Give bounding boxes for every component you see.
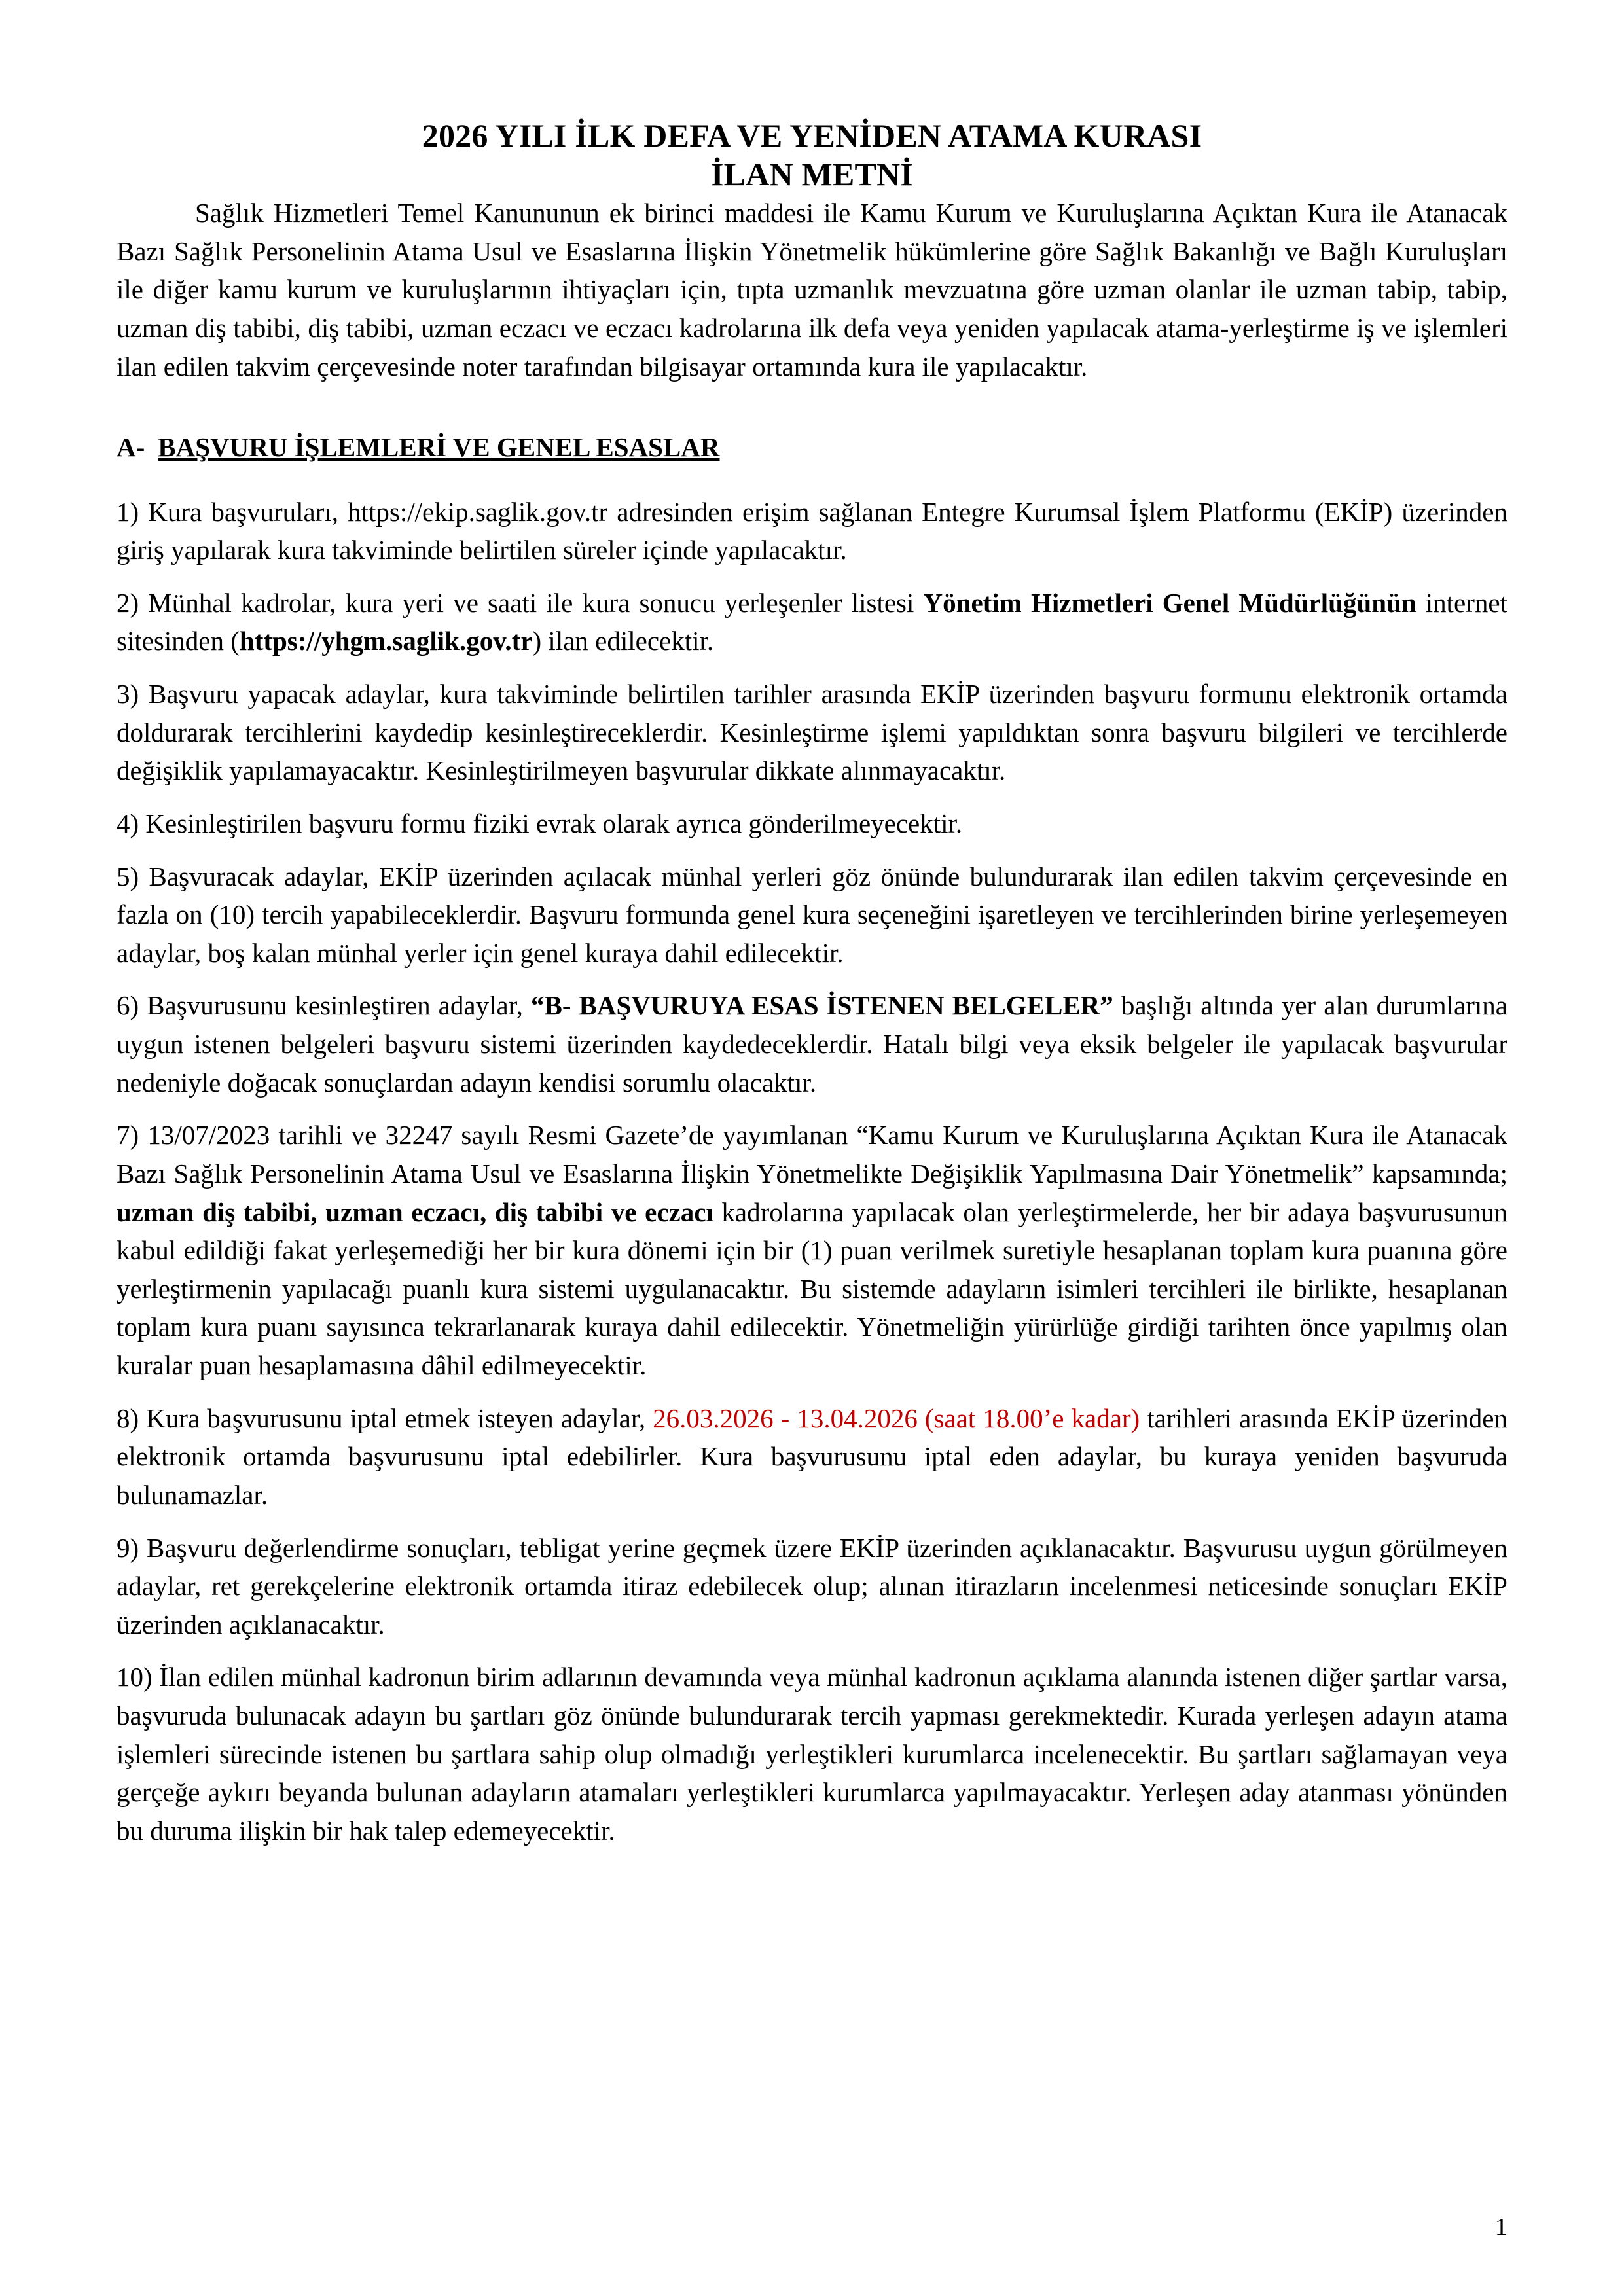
item-10: 10) İlan edilen münhal kadronun birim adlarının devamında veya münhal kadronun açıklama alanında istenen diğer şartlar varsa, başvuruda bulunacak adayın bu şartları göz önünde bulundurarak tercih yapması gerekmektedir. Kurada yerleşen adayın atama işlemleri sürecinde istenen bu şartlara sahip olup olmadığı yerleştikleri kurumlarca incelenecektir. Bu şartları sağlamayan veya gerçeğe aykırı beyanda bulunan adayların atamaları yerleştikleri kurumlarca yapılmayacaktır. Yerleşen aday atanması yönünden bu duruma ilişkin bir hak talep edemeyecektir. bbox=[117, 1662, 1507, 1846]
page-number: 1 bbox=[1495, 2214, 1507, 2241]
item-6-part-c: başlığı altında yer alan durumlarına uygun istenen belgeleri başvuru sistemi üzerinden kaydedeceklerdir. Hatalı bilgi veya eksik belgeler ile yapılacak başvurular nedeniyle doğacak sonuçlardan adayın kendisi sorumlu olacaktır. bbox=[117, 990, 1507, 1098]
item-2-bold-url: https://yhgm.saglik.gov.tr bbox=[239, 626, 533, 656]
item-6 bbox=[117, 986, 1507, 1102]
item-2 bbox=[117, 584, 1507, 660]
item-6-bold-heading-ref: “B- BAŞVURUYA ESAS İSTENEN BELGELER” bbox=[530, 990, 1113, 1021]
item-3: 3) Başvuru yapacak adaylar, kura takviminde belirtilen tarihler arasında EKİP üzerinden başvuru formunu elektronik ortamda doldurarak tercihlerini kaydedip kesinleştireceklerdir. Kesinleştirme işlemi yapıldıktan sonra başvuru bilgileri ve tercihlerde değişiklik yapılamayacaktır. Kesinleştirilmeyen başvurular dikkate alınmayacaktır. bbox=[117, 679, 1507, 786]
item-8-part-a: 8) Kura başvurusunu iptal etmek isteyen adaylar, bbox=[117, 1403, 653, 1433]
item-2-part-a: 2) Münhal kadrolar, kura yeri ve saati ile kura sonucu yerleşenler listesi bbox=[117, 587, 924, 618]
section-heading-a bbox=[117, 429, 1507, 466]
item-2-part-c: internet sitesinden ( bbox=[117, 587, 1507, 656]
item-4: 4) Kesinleştirilen başvuru formu fiziki evrak olarak ayrıca gönderilmeyecektir. bbox=[117, 808, 963, 838]
item-8 bbox=[117, 1399, 1507, 1515]
page-title bbox=[117, 117, 1507, 194]
section-heading-text: BAŞVURU İŞLEMLERİ VE GENEL ESASLAR bbox=[158, 432, 720, 463]
item-2-part-e: ) ilan edilecektir. bbox=[532, 626, 714, 656]
item-5: 5) Başvuracak adaylar, EKİP üzerinden açılacak münhal yerleri göz önünde bulundurarak ilan edilen takvim çerçevesinde en fazla on (10) tercih yapabileceklerdir. Başvuru formunda genel kura seçeneğini işaretleyen ve tercihlerinden birine yerleşemeyen adaylar, boş kalan münhal yerler için genel kuraya dahil edilecektir. bbox=[117, 861, 1507, 968]
item-7 bbox=[117, 1116, 1507, 1384]
section-letter: A- bbox=[117, 432, 145, 463]
title-line-1: 2026 YILI İLK DEFA VE YENİDEN ATAMA KURASI bbox=[422, 117, 1202, 154]
item-8-part-c: tarihleri arasında EKİP üzerinden elektronik ortamda başvurusunu iptal edebilirler. Kura başvurusunu iptal eden adaylar, bu kuraya yeniden başvuruda bulunamazlar. bbox=[117, 1403, 1507, 1510]
title-line-2: İLAN METNİ bbox=[711, 156, 913, 192]
item-6-part-a: 6) Başvurusunu kesinleştiren adaylar, bbox=[117, 990, 531, 1021]
item-8-date-range: 26.03.2026 - 13.04.2026 (saat 18.00’e kadar) bbox=[653, 1403, 1140, 1433]
item-1: 1) Kura başvuruları, https://ekip.saglik.gov.tr adresinden erişim sağlanan Entegre Kurumsal İşlem Platformu (EKİP) üzerinden giriş yapılarak kura takviminde belirtilen süreler içinde yapılacaktır. bbox=[117, 496, 1507, 565]
item-7-bold-titles: uzman diş tabibi, uzman eczacı, diş tabibi ve eczacı bbox=[117, 1196, 713, 1227]
item-9: 9) Başvuru değerlendirme sonuçları, tebligat yerine geçmek üzere EKİP üzerinden açıklanacaktır. Başvurusu uygun görülmeyen adaylar, ret gerekçelerine elektronik ortamda itiraz edebilecek olup; alınan itirazların incelenmesi neticesinde sonuçları EKİP üzerinden açıklanacaktır. bbox=[117, 1532, 1507, 1640]
item-2-bold-office: Yönetim Hizmetleri Genel Müdürlüğünün bbox=[923, 587, 1416, 618]
item-7-part-c: kadrolarına yapılacak olan yerleştirmelerde, her bir adaya başvurusunun kabul edildiği fakat yerleşemediği her bir kura dönemi için bir (1) puan verilmek suretiyle hesaplanan toplam kura puanına göre yerleştirmenin yapılacağı puanlı kura sistemi uygulanacaktır. Bu sistemde adayların isimleri tercihleri ile birlikte, hesaplanan toplam kura puanı sayısınca tekrarlanarak kuraya dahil edilecektir. Yönetmeliğin yürürlüğe girdiği tarihten önce yapılmış olan kuralar puan hesaplamasına dâhil edilmeyecektir. bbox=[117, 1196, 1507, 1381]
item-7-part-a: 7) 13/07/2023 tarihli ve 32247 sayılı Resmi Gazete’de yayımlanan “Kamu Kurum ve Kuruluşlarına Açıktan Kura ile Atanacak Bazı Sağlık Personelinin Atama Usul ve Esaslarına İlişkin Yönetmelikte Değişiklik Yapılmasına Dair Yönetmelik” kapsamında; bbox=[117, 1120, 1507, 1189]
intro-paragraph: Sağlık Hizmetleri Temel Kanununun ek birinci maddesi ile Kamu Kurum ve Kuruluşlarına Açıktan Kura ile Atanacak Bazı Sağlık Personelinin Atama Usul ve Esaslarına İlişkin Yönetmelik hükümlerine göre Sağlık Bakanlığı ve Bağlı Kuruluşları ile diğer kamu kurum ve kuruluşlarının ihtiyaçları için, tıpta uzmanlık mevzuatına göre uzman olanlar ile uzman tabip, tabip, uzman diş tabibi, diş tabibi, uzman eczacı ve eczacı kadrolarına ilk defa veya yeniden yapılacak atama-yerleştirme iş ve işlemleri ilan edilen takvim çerçevesinde noter tarafından bilgisayar ortamında kura ile yapılacaktır. bbox=[117, 198, 1507, 382]
